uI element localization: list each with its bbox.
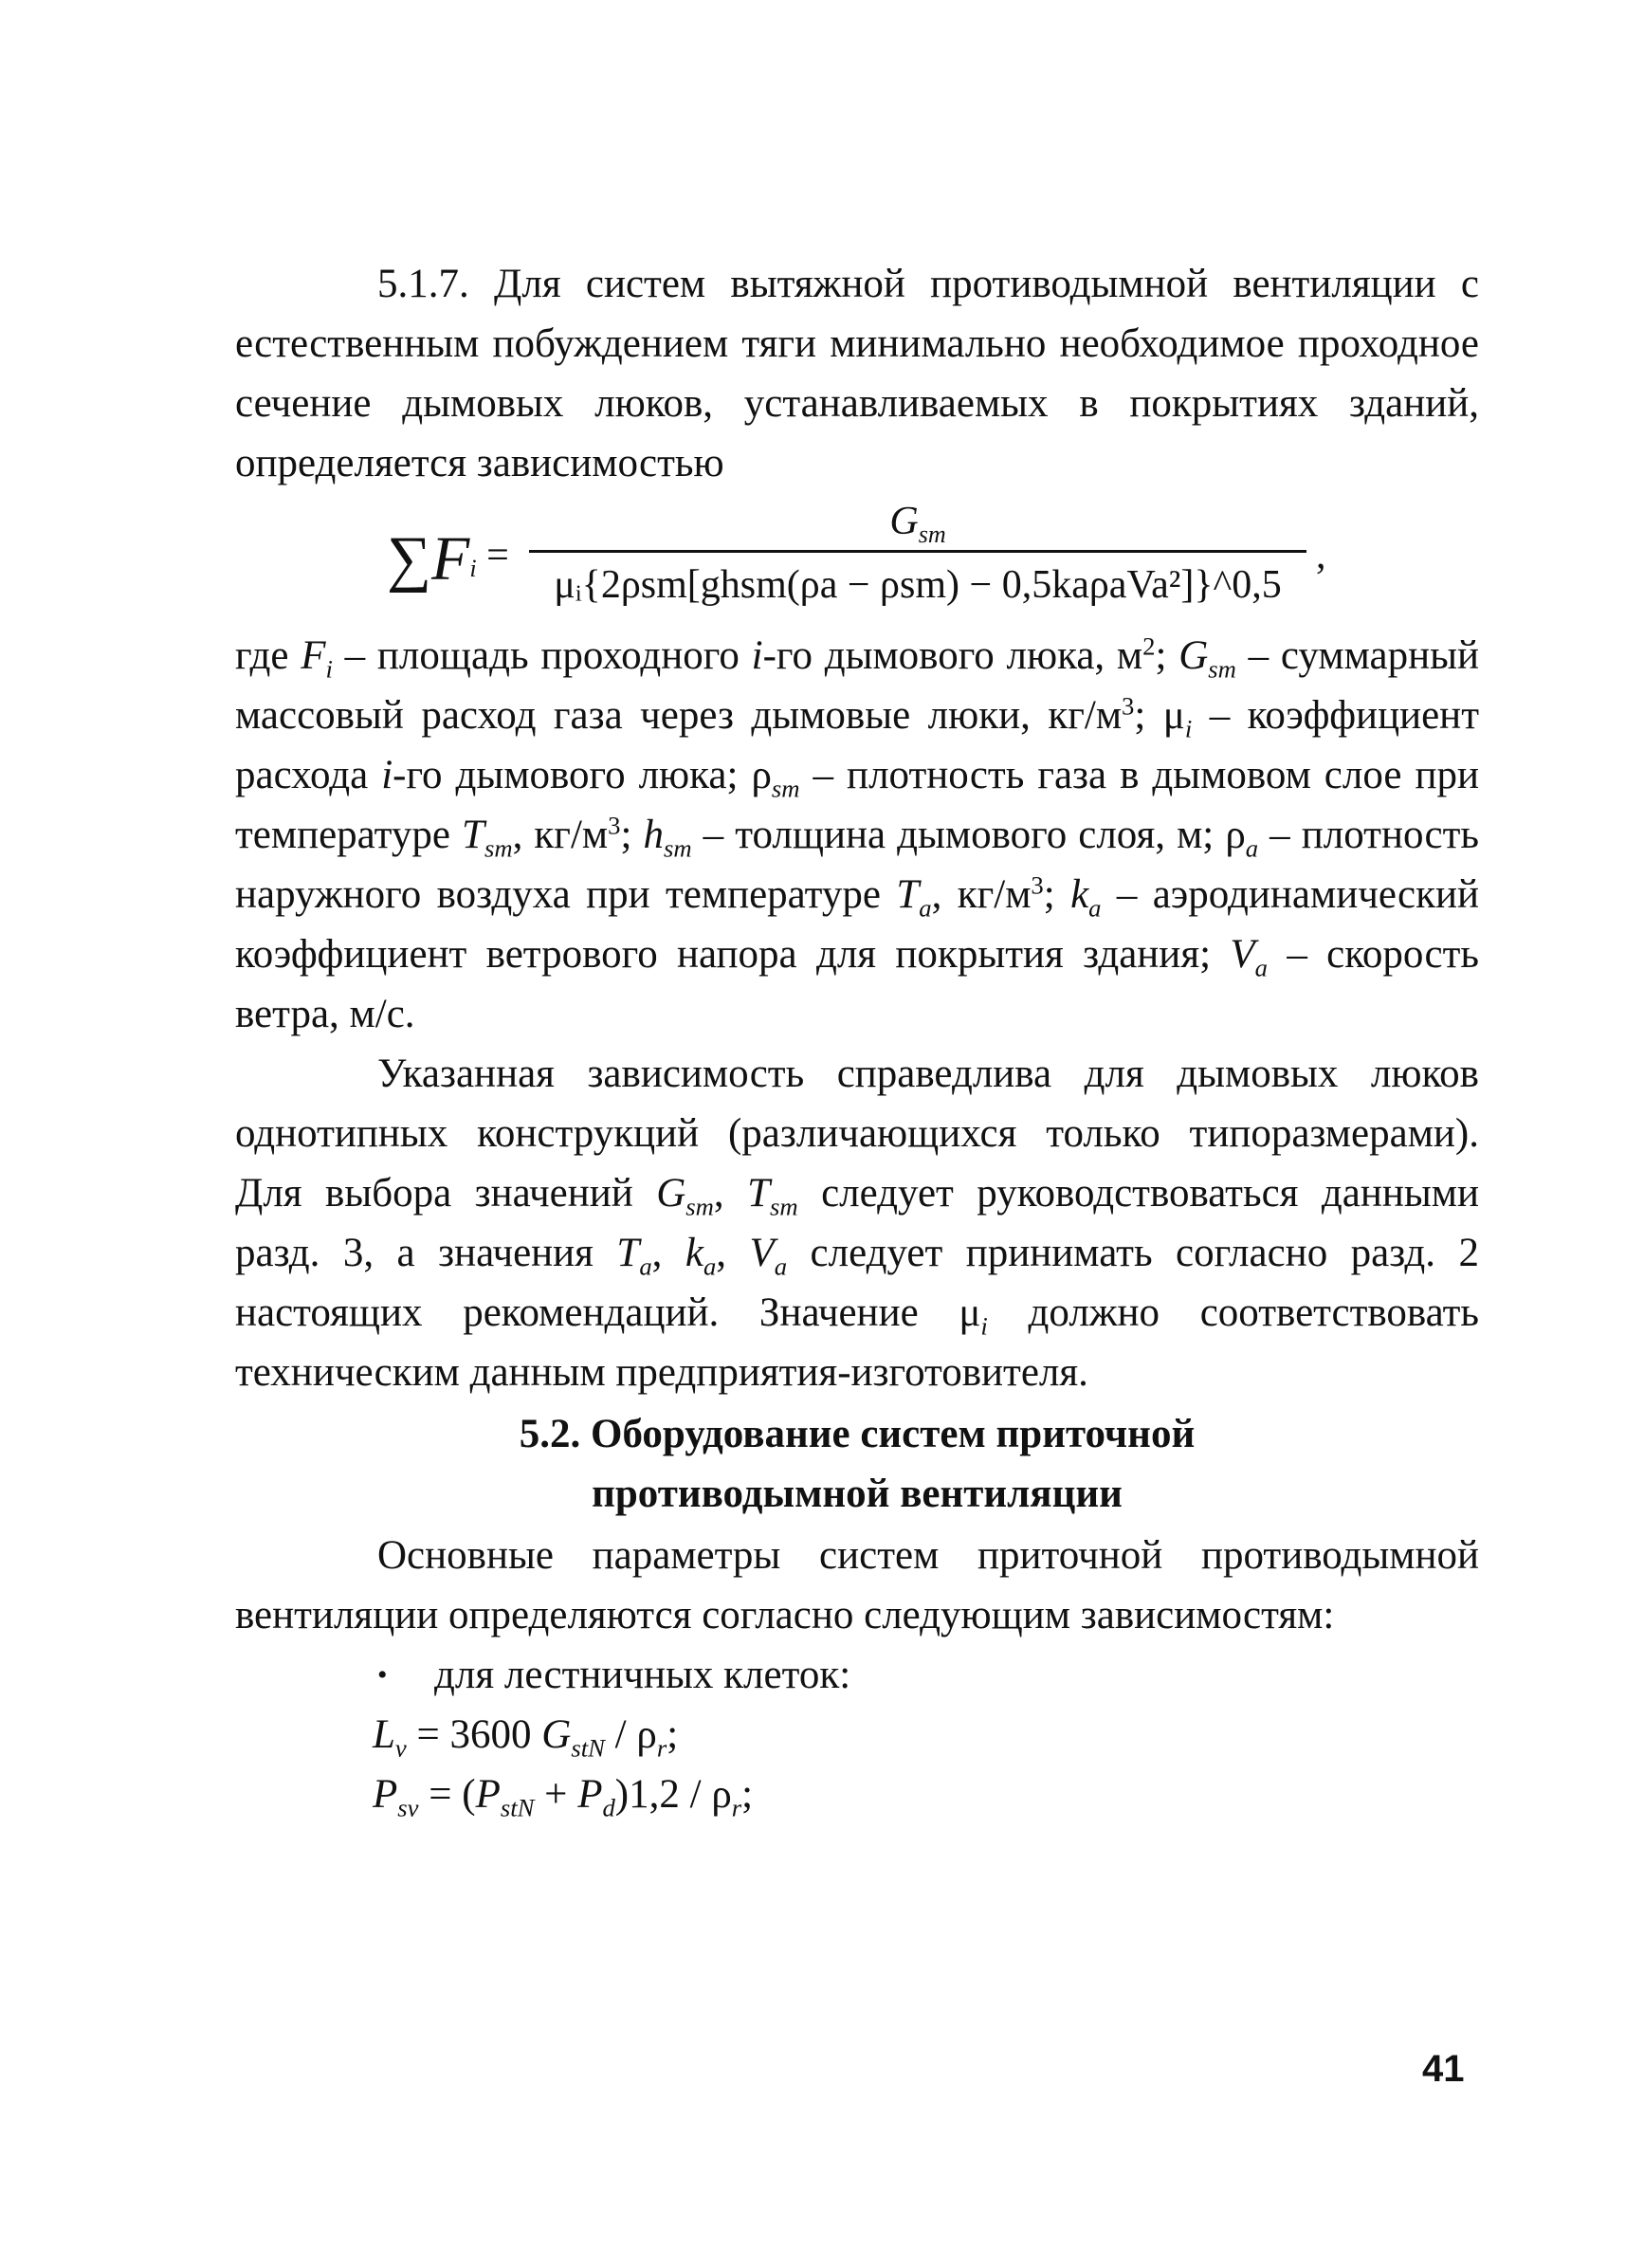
- variable-definitions: где $F_i$ – площадь проходного i-го дымового люка, $м^2$; $G_{sm}$ – суммарный массовый расход газа через дымовые люки, $кг/м^3$; $\mu_i$ – коэффициент расхода i-го дымового люка; $\rho_{sm}$ – плотность газа в дымовом слое при температуре $T_{sm}$, $кг/м^3$; $h_{sm}$ – толщина дымового слоя, м; $\rho_a$ – плотность наружного воздуха при температуре $T_a$, $кг/м^3$; $k_a$ – аэродинамический коэффициент ветрового напора для покрытия здания; $V_a$ – скорость ветра, м/с.: [235, 631, 1480, 1036]
- section-5-2-heading: 5.2. Оборудование систем приточной противодымной вентиляции: [519, 1412, 1196, 1516]
- equation-airflow: $L_v = 3600$ $G_{stN} / \rho_r$;: [373, 1712, 679, 1763]
- equation-pressure: $P_{sv} = (P_{stN} + P_d)1,2 / \rho_r$;: [373, 1772, 754, 1822]
- page-number: 41: [1422, 2048, 1465, 2090]
- bullet-icon: •: [377, 1659, 388, 1691]
- formula-lhs: $\sum F_i$ =: [387, 524, 509, 594]
- validity-paragraph: Указанная зависимость справедлива для дымовых люков однотипных конструкций (различающихся только типоразмерами). Для выбора значений $G_{sm}$, $T_{sm}$ следует руководствоваться данными разд. 3, а значения $T_a$, $k_a$, $V_a$ следует принимать согласно разд. 2 настоящих рекомендаций. Значение $\mu_i$ должно соответствовать техническим данным предприятия-изготовителя.: [235, 1052, 1479, 1395]
- formula-denominator: μᵢ{2ρsm[ghsm(ρa − ρsm) − 0,5kaρaVa²]}^0,5: [554, 563, 1282, 607]
- smoke-hatch-area-formula: [235, 495, 1479, 618]
- formula-numerator: $G_{sm}$: [889, 500, 946, 549]
- section-5-1-7-intro: 5.1.7. Для систем вытяжной противодымной вентиляции с естественным побуждением тяги минимально необходимое проходное сечение дымовых люков, устанавливаемых в покрытиях зданий, определяется зависимостью: [235, 262, 1479, 485]
- formula-fraction: [529, 495, 1306, 613]
- page-content: [235, 254, 1479, 1824]
- formula-comma: ,: [1316, 534, 1326, 577]
- section-5-2-intro: Основные параметры систем приточной противодымной вентиляции определяются согласно следующим зависимостям:: [235, 1533, 1479, 1637]
- fraction-bar: [529, 550, 1306, 553]
- formula-sum-sign: ∑F: [387, 524, 470, 594]
- bullet-item-stairwells: • для лестничных клеток:: [235, 1645, 1479, 1705]
